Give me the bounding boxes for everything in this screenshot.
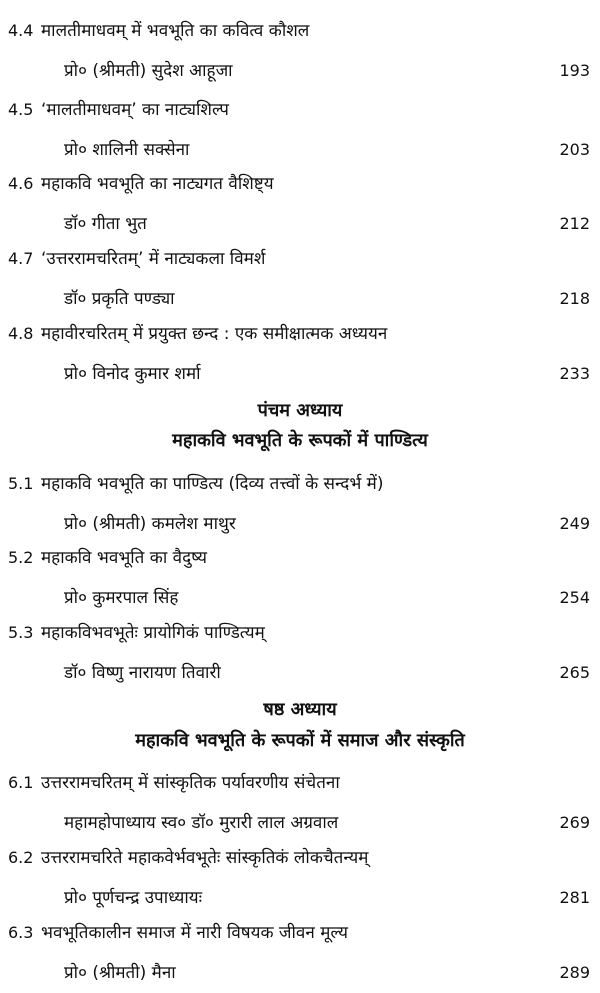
entry-author: डॉ० प्रकृति पण्ड्या: [64, 289, 175, 309]
entry-page-number: 193: [559, 61, 590, 80]
chapter-label: पंचम अध्याय: [257, 400, 343, 421]
entry-title: महाकवि भवभूति का नाट्यगत वैशिष्ट्य: [41, 174, 274, 194]
entry-page-number: 233: [559, 364, 590, 383]
entry-page-number: 265: [559, 663, 590, 682]
entry-title: भवभूतिकालीन समाज में नारी विषयक जीवन मूल्य: [41, 923, 349, 943]
entry-author: प्रो० शालिनी सक्सेना: [64, 140, 190, 160]
entry-title: मालतीमाधवम् में भवभूति का कवित्व कौशल: [41, 21, 310, 41]
entry-title: महाकविभवभूतेः प्रायोगिकं पाण्डित्यम्: [41, 623, 265, 643]
entry-page-number: 212: [559, 214, 590, 233]
entry-page-number: 218: [559, 289, 590, 308]
entry-number: 4.5: [8, 100, 34, 119]
entry-title: ‘उत्तररामचरितम्’ में नाट्यकला विमर्श: [41, 249, 266, 269]
entry-author: प्रो० (श्रीमती) कमलेश माथुर: [64, 514, 236, 534]
entry-title: ‘मालतीमाधवम्’ का नाट्यशिल्प: [41, 100, 229, 120]
entry-author: प्रो० पूर्णचन्द्र उपाध्यायः: [64, 888, 203, 908]
entry-number: 4.6: [8, 174, 34, 193]
entry-title: महाकवि भवभूति का पाण्डित्य (दिव्य तत्त्वों के सन्दर्भ में): [41, 474, 384, 494]
entry-number: 6.3: [8, 923, 34, 942]
entry-page-number: 289: [559, 963, 590, 982]
entry-page-number: 269: [559, 813, 590, 832]
entry-number: 4.4: [8, 21, 34, 40]
entry-title: महावीरचरितम् में प्रयुक्त छन्द : एक समीक्षात्मक अध्ययन: [41, 324, 388, 344]
entry-title: महाकवि भवभूति का वैदुष्य: [41, 548, 207, 568]
entry-title: उत्तररामचरितम् में सांस्कृतिक पर्यावरणीय संचेतना: [41, 773, 340, 793]
entry-page-number: 254: [559, 588, 590, 607]
entry-author: महामहोपाध्याय स्व० डॉ० मुरारी लाल अग्रवाल: [64, 813, 339, 833]
entry-page-number: 203: [559, 140, 590, 159]
entry-number: 5.3: [8, 623, 34, 642]
entry-number: 4.7: [8, 249, 34, 268]
chapter-label: षष्ठ अध्याय: [263, 699, 337, 720]
chapter-title: महाकवि भवभूति के रूपकों में पाण्डित्य: [172, 430, 428, 451]
entry-author: डॉ० गीता भुत: [64, 214, 147, 234]
entry-number: 5.2: [8, 548, 34, 567]
entry-author: प्रो० (श्रीमती) सुदेश आहूजा: [64, 61, 233, 81]
entry-number: 6.1: [8, 773, 34, 792]
entry-author: प्रो० विनोद कुमार शर्मा: [64, 364, 201, 384]
entry-title: उत्तररामचरिते महाकवेर्भवभूतेः सांस्कृतिकं लोकचैतन्यम्: [41, 848, 369, 868]
entry-page-number: 281: [559, 888, 590, 907]
entry-author: डॉ० विष्णु नारायण तिवारी: [64, 663, 221, 683]
entry-number: 6.2: [8, 848, 34, 867]
entry-number: 5.1: [8, 474, 34, 493]
entry-author: प्रो० (श्रीमती) मैना: [64, 963, 176, 983]
entry-page-number: 249: [559, 514, 590, 533]
chapter-title: महाकवि भवभूति के रूपकों में समाज और संस्कृति: [135, 730, 465, 751]
entry-number: 4.8: [8, 324, 34, 343]
entry-author: प्रो० कुमरपाल सिंह: [64, 588, 179, 608]
